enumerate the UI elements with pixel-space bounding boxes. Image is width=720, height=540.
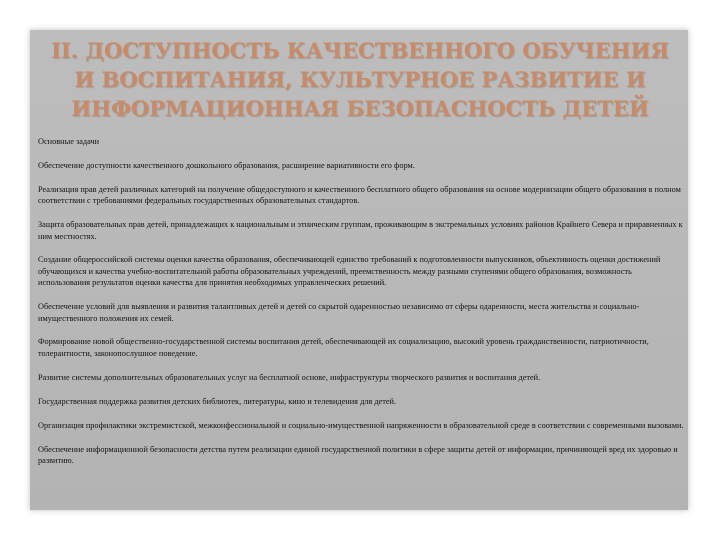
task-paragraph: Обеспечение доступности качественного дошкольного образования, расширение вариативности его форм. — [38, 160, 415, 170]
task-paragraph: Обеспечение информационной безопасности детства путем реализации единой государственной политики в сфере защиты детей от информации, причиняющей вред их здоровью и развитию. — [38, 444, 678, 465]
task-paragraph: Развитие системы дополнительных образовательных услуг на бесплатной основе, инфраструктуры творческого развития и воспитания детей. — [38, 372, 541, 382]
task-paragraph: Реализация прав детей различных категорий на получение общедоступного и качественного бесплатного общего образования на основе модернизации общего образования в полном соответствии с требованиями федеральных государственных образовательных стандартов. — [38, 184, 681, 206]
task-paragraph: Государственная поддержка развития детских библиотек, литературы, кино и телевидения для детей. — [38, 396, 397, 406]
task-paragraph: Организация профилактики экстремистской, межконфессиональной и социально-имущественной напряженности в образовательной среде в соответствии с современными вызовами. — [38, 420, 684, 430]
tasks-heading: Основные задачи — [38, 137, 100, 146]
task-paragraph: Обеспечение условий для выявления и развития талантливых детей и детей со скрытой одаренностью независимо от сферы одаренности, места жительства и социально-имущественного положения их семей. — [38, 302, 640, 323]
slide-body — [38, 136, 684, 466]
slide-title: II. ДОСТУПНОСТЬ КАЧЕСТВЕННОГО ОБУЧЕНИЯ И ВОСПИТАНИЯ, КУЛЬТУРНОЕ РАЗВИТИЕ И ИНФОРМАЦИОННАЯ БЕЗОПАСНОСТЬ ДЕТЕЙ — [51, 38, 669, 121]
task-paragraph: Формирование новой общественно-государственной системы воспитания детей, обеспечивающей их социализацию, высокий уровень гражданственности, патриотичности, толерантности, законопослушное поведение. — [38, 337, 649, 358]
task-paragraph: Защита образовательных прав детей, принадлежащих к национальным и этническим группам, проживающим в экстремальных условиях районов Крайнего Севера и приравненных к ним местностях. — [38, 220, 683, 241]
task-paragraph: Создание общероссийской системы оценки качества образования, обеспечивающей единство требований к подготовленности выпускников, объективность оценки достижений обучающихся и качества учебно-воспитательной работы образовательных учреждений, преемственность между разными ступенями общего образования, возможность использования результатов оценки качества для принятия необходимых управленческих решений. — [38, 255, 661, 288]
